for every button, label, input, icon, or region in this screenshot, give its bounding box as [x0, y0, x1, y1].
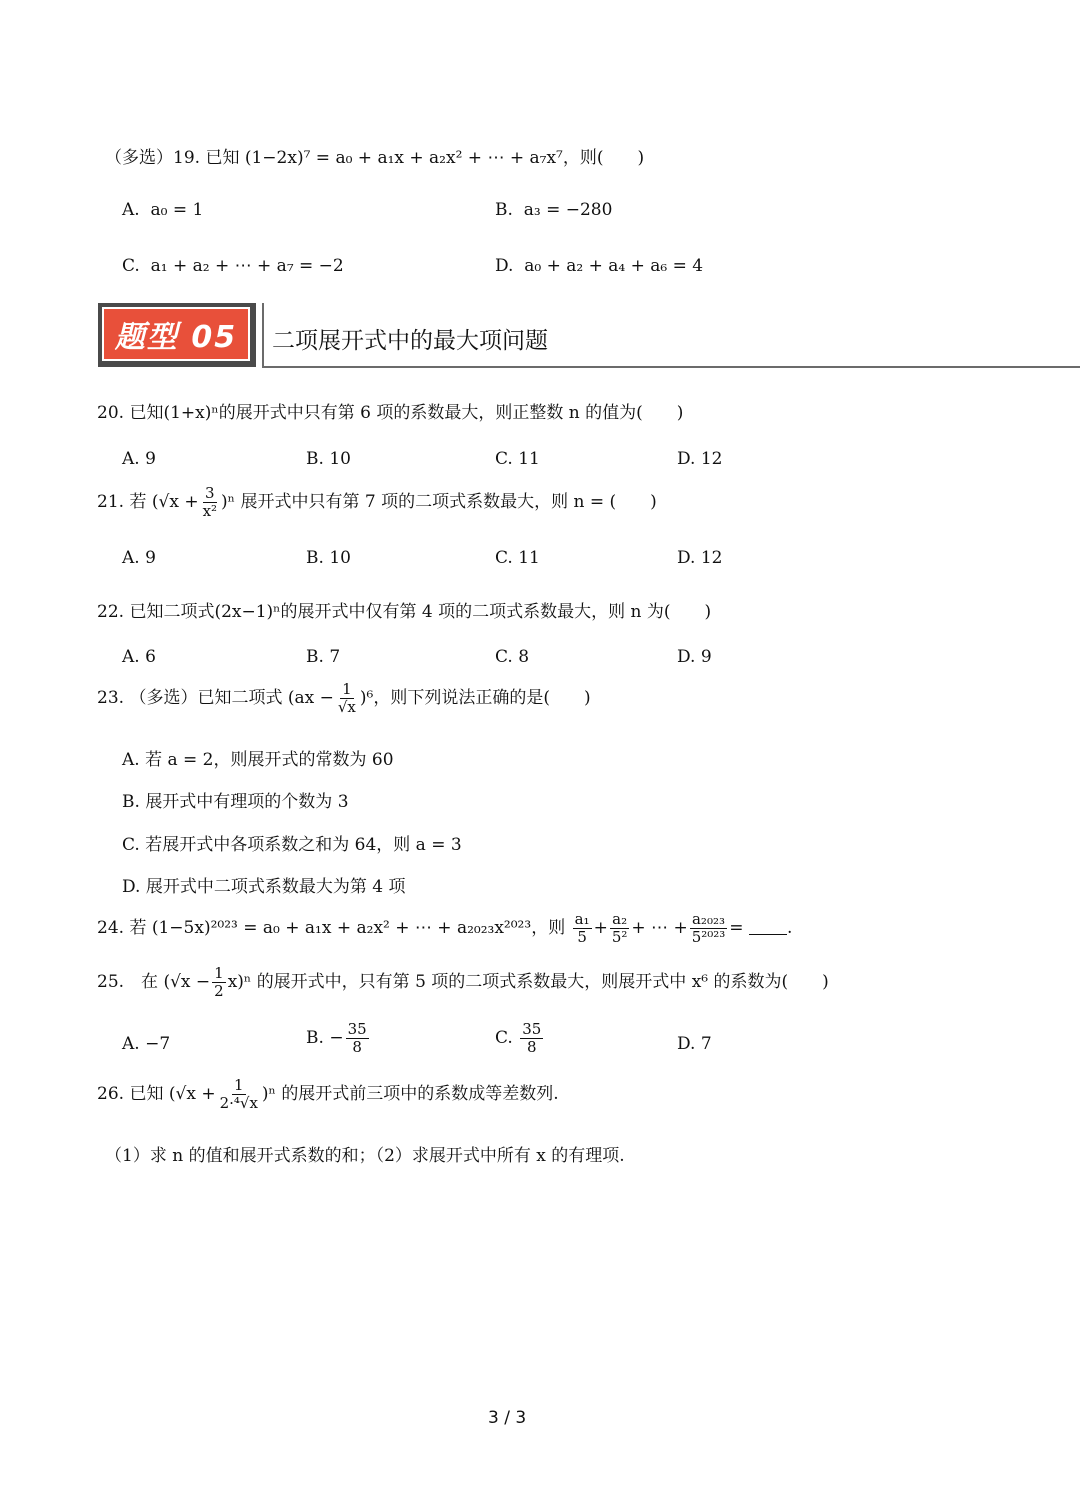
option-label: D. [677, 647, 696, 667]
option-text: 8 [518, 647, 530, 667]
q25-formula-open: (√x − [163, 972, 211, 992]
option-text: 12 [700, 548, 723, 568]
fraction-numerator: 35 [347, 1020, 367, 1038]
q23-formula-open: (ax − [287, 688, 334, 708]
fraction-denominator: 5² [611, 928, 628, 946]
option-text: 11 [518, 548, 540, 568]
q23-formula-close: )⁶ [359, 688, 374, 708]
option-label: D. [677, 548, 696, 568]
q25-option-d [677, 1034, 712, 1054]
option-label: C. [495, 548, 513, 568]
fraction-numerator: 1 [342, 680, 352, 698]
q26-prefix: 26. 已知 [97, 1084, 164, 1104]
q24-equals: = [729, 918, 744, 938]
q23-option-c [122, 830, 462, 855]
option-text: a₀ + a₂ + a₄ + a₆ = 4 [524, 256, 704, 276]
q24-fraction-1 [573, 912, 592, 945]
q19-prefix: （多选）19. 已知 [105, 148, 240, 168]
q23-prefix: 23. （多选）已知二项式 [97, 688, 283, 708]
q20-option-d [677, 449, 722, 469]
q22-option-d [677, 647, 712, 667]
q21-option-c [495, 548, 540, 568]
q24-end: . [786, 918, 793, 938]
option-label: B. [122, 792, 140, 812]
question-23 [97, 682, 591, 715]
fraction-numerator: 1 [214, 964, 224, 982]
fraction-denominator: 5 [577, 928, 587, 946]
q25-option-a [122, 1034, 170, 1054]
q19-option-d [495, 256, 703, 276]
q21-option-a [122, 548, 156, 568]
option-text: 9 [700, 647, 712, 667]
q21-fraction [201, 486, 219, 519]
answer-blank [749, 934, 787, 935]
option-label: D. [495, 256, 514, 276]
q22-option-b [306, 647, 340, 667]
option-label: C. [122, 256, 140, 276]
q23-option-b [122, 787, 349, 812]
q25-formula-close: x)ⁿ [227, 972, 252, 992]
option-sign: − [329, 1028, 344, 1048]
fraction-denominator: 2·⁴√x [219, 1094, 258, 1112]
q25-fraction [212, 966, 226, 999]
q19-formula: (1−2x)⁷ = a₀ + a₁x + a₂x² + ⋯ + a₇x⁷ [244, 148, 563, 168]
option-label: B. [306, 647, 324, 667]
q25-suffix: 的展开式中，只有第 5 项的二项式系数最大，则展开式中 x⁶ 的系数为( ) [256, 972, 829, 992]
q24-fraction-3 [690, 912, 728, 945]
q21-suffix: 展开式中只有第 7 项的二项式系数最大，则 n = ( ) [240, 492, 657, 512]
question-25 [97, 966, 829, 999]
q20-option-a [122, 449, 156, 469]
q19-option-c [122, 256, 344, 276]
question-24: 24. 若 (1−5x)²⁰²³ = a₀ + a₁x + a₂x² + ⋯ + a₂₀₂₃x²⁰²³，则 $\frac{\text{a₁}}{5}$ + $\frac{\text{a₂}}{\text{5²}}$ + ⋯ + $\frac{\text{a₂₀₂₃}}{\text{5²⁰²³}}$ = . [97, 910, 793, 946]
fraction-denominator: 2 [214, 982, 224, 1000]
fraction-numerator: a₂ [612, 910, 628, 928]
fraction-denominator: 8 [352, 1038, 362, 1056]
q19-option-a [122, 200, 203, 220]
fraction-numerator: a₂₀₂₃ [691, 910, 725, 928]
option-label: A. [122, 200, 140, 220]
fraction-denominator: √x [337, 698, 356, 716]
q23-option-d [122, 872, 405, 897]
q19-option-b [495, 200, 612, 220]
fraction-numerator: a₁ [574, 910, 590, 928]
option-text: a₀ = 1 [150, 200, 204, 220]
q24-mid: ，则 [531, 918, 566, 938]
fraction-numerator: 3 [205, 484, 215, 502]
option-label: D. [677, 449, 696, 469]
option-text: a₃ = −280 [523, 200, 613, 220]
section-badge [98, 303, 256, 367]
q24-formula: (1−5x)²⁰²³ = a₀ + a₁x + a₂x² + ⋯ + a₂₀₂₃x²⁰²³ [151, 918, 532, 938]
question-19 [105, 143, 644, 168]
option-text: 展开式中有理项的个数为 3 [145, 792, 349, 812]
question-22: 22. 已知二项式(2x−1)ⁿ的展开式中仅有第 4 项的二项式系数最大，则 n 为( ) [97, 602, 712, 622]
option-label: C. [495, 647, 513, 667]
q25-option-b [306, 1022, 371, 1055]
question-26 [97, 1078, 559, 1111]
option-label: B. [495, 200, 513, 220]
fraction-numerator: 1 [233, 1076, 244, 1094]
section-divider [262, 366, 1080, 368]
fraction-numerator: 35 [522, 1020, 542, 1038]
option-text: 12 [700, 449, 723, 469]
option-text: 9 [145, 449, 156, 469]
fraction-denominator: 8 [526, 1038, 537, 1056]
q26-fraction [218, 1078, 260, 1111]
option-text: 6 [145, 647, 156, 667]
q20-option-b [306, 449, 351, 469]
option-text: 10 [329, 548, 351, 568]
q23-option-a [122, 745, 394, 770]
option-label: C. [495, 449, 513, 469]
option-fraction [346, 1022, 369, 1055]
option-label: A. [122, 449, 140, 469]
option-label: B. [306, 548, 324, 568]
q20-option-c [495, 449, 540, 469]
option-label: C. [495, 1028, 513, 1048]
option-label: B. [306, 449, 324, 469]
q24-fraction-2 [610, 912, 630, 945]
q21-formula-close: )ⁿ [221, 492, 236, 512]
question-21 [97, 486, 657, 519]
option-fraction [520, 1022, 543, 1055]
page-number: 3 / 3 [488, 1408, 527, 1428]
q22-option-a [122, 647, 156, 667]
q23-fraction [336, 682, 358, 715]
option-text: −7 [145, 1034, 171, 1054]
section-title: 二项展开式中的最大项问题 [272, 328, 548, 354]
option-label: D. [677, 1034, 696, 1054]
q24-prefix: 24. 若 [97, 918, 147, 938]
option-label: D. [122, 877, 141, 897]
option-text: 若 a = 2，则展开式的常数为 60 [145, 750, 394, 770]
fraction-denominator: 5²⁰²³ [691, 928, 726, 946]
q23-suffix: ，则下列说法正确的是( ) [373, 688, 591, 708]
q21-formula-open: (√x + [151, 492, 199, 512]
fraction-denominator: x² [202, 502, 218, 520]
option-label: A. [122, 548, 140, 568]
q24-dots: + ⋯ + [631, 918, 688, 938]
q26-subquestions: （1）求 n 的值和展开式系数的和；（2）求展开式中所有 x 的有理项. [105, 1146, 625, 1166]
option-text: 9 [145, 548, 156, 568]
q21-option-d [677, 548, 722, 568]
q21-option-b [306, 548, 351, 568]
q22-option-c [495, 647, 529, 667]
option-text: 若展开式中各项系数之和为 64，则 a = 3 [145, 835, 462, 855]
option-label: A. [122, 750, 140, 770]
q26-formula-close: )ⁿ [261, 1084, 276, 1104]
q21-prefix: 21. 若 [97, 492, 147, 512]
option-text: a₁ + a₂ + ⋯ + a₇ = −2 [150, 256, 344, 276]
option-text: 7 [700, 1034, 712, 1054]
q26-formula-open: (√x + [168, 1084, 216, 1104]
section-divider-vertical [262, 303, 264, 368]
option-label: B. [306, 1028, 324, 1048]
q25-prefix: 25. 在 [97, 972, 159, 992]
q25-option-c [495, 1022, 545, 1055]
q19-suffix: ，则( ) [562, 148, 645, 168]
q26-suffix: 的展开式前三项中的系数成等差数列. [281, 1084, 559, 1104]
option-text: 11 [518, 449, 540, 469]
option-text: 10 [329, 449, 351, 469]
question-20: 20. 已知(1+x)ⁿ的展开式中只有第 6 项的系数最大，则正整数 n 的值为( ) [97, 403, 684, 423]
option-label: A. [122, 647, 140, 667]
option-label: A. [122, 1034, 140, 1054]
section-badge-label: 题型 05 [102, 307, 250, 361]
option-label: C. [122, 835, 140, 855]
option-text: 7 [329, 647, 341, 667]
option-text: 展开式中二项式系数最大为第 4 项 [145, 877, 406, 897]
